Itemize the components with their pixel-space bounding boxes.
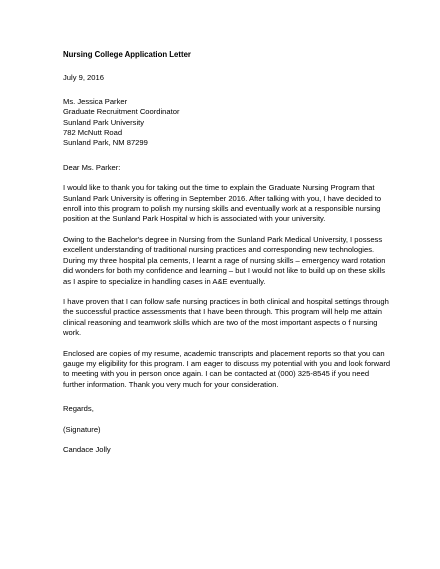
paragraph-line: to meeting with you in person once again. I can be contacted at (000) 325-8545 if you need	[63, 369, 370, 379]
recipient-address	[63, 97, 393, 149]
paragraph-line: further information. Thank you very much for your consideration.	[63, 379, 279, 389]
paragraph-line: clinical reasoning and teamwork skills which are two of the most important aspects o f nursing	[63, 317, 378, 327]
paragraph-line: excellent understanding of traditional nursing practices and corresponding new technologies.	[63, 245, 375, 255]
salutation: Dear Ms. Parker:	[63, 162, 121, 172]
letter-title: Nursing College Application Letter	[63, 50, 191, 59]
recipient-street: 782 McNutt Road	[63, 128, 123, 138]
sender-name: Candace Jolly	[63, 444, 111, 454]
paragraph-line: the successful practice assessments that I have been through. This program will help me attain	[63, 307, 382, 317]
recipient-city: Sunland Park, NM 87299	[63, 138, 148, 148]
body-paragraph	[63, 297, 393, 339]
paragraph-line: did wonders for both my confidence and learning – but I would not like to build up on these skills	[63, 266, 386, 276]
letter-page	[63, 50, 393, 465]
signature-placeholder: (Signature)	[63, 424, 101, 434]
paragraph-line: work.	[63, 328, 82, 338]
paragraph-line: as I aspire to specialize in handling cases in A&E eventually.	[63, 276, 266, 286]
paragraph-line: During my three hospital pla cements, I learnt a rage of nursing skills – emergency ward rotation	[63, 255, 386, 265]
recipient-name: Ms. Jessica Parker	[63, 96, 128, 106]
recipient-organization: Sunland Park University	[63, 117, 145, 127]
paragraph-line: Owing to the Bachelor's degree in Nursing from the Sunland Park Medical University, I possess	[63, 234, 383, 244]
paragraph-line: Sunland Park University is offering in September 2016. After talking with you, I have decided to	[63, 193, 382, 203]
paragraph-line: gauge my eligibility for this program. I am eager to discuss my potential with you and look forward	[63, 358, 391, 368]
paragraph-line: I have proven that I can follow safe nursing practices in both clinical and hospital settings through	[63, 296, 389, 306]
paragraph-line: position at the Sunland Park Hospital w hich is associated with your university.	[63, 214, 326, 224]
closing: Regards,	[63, 404, 94, 414]
letter-date: July 9, 2016	[63, 73, 104, 83]
body-paragraph	[63, 235, 393, 287]
body-paragraph	[63, 349, 393, 391]
closing-block	[63, 404, 393, 455]
recipient-title: Graduate Recruitment Coordinator	[63, 107, 180, 117]
paragraph-line: I would like to thank you for taking out the time to explain the Graduate Nursing Program that	[63, 183, 375, 193]
paragraph-line: Enclosed are copies of my resume, academic transcripts and placement reports so that you can	[63, 348, 385, 358]
paragraph-line: enroll into this program to polish my nursing skills and eventually work at a responsible nursing	[63, 204, 381, 214]
body-paragraph	[63, 183, 393, 225]
